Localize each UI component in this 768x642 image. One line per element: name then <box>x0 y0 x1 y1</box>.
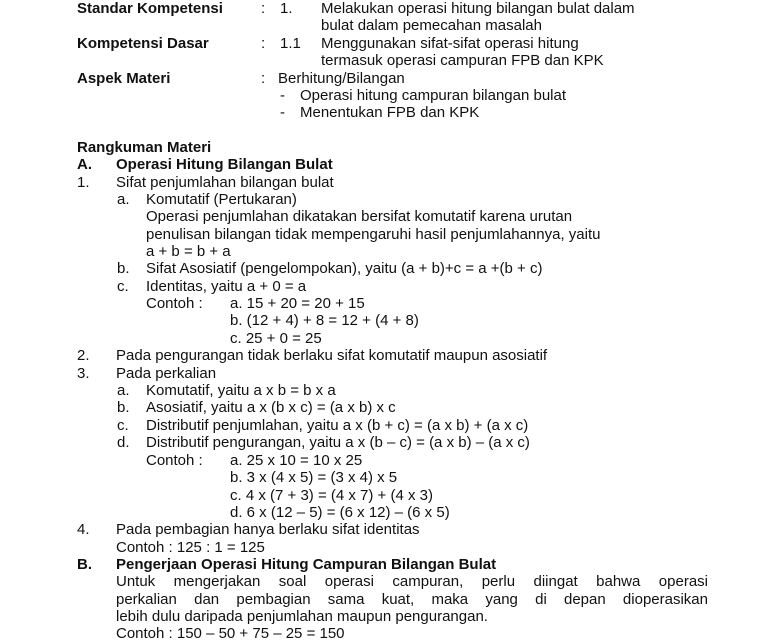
summary-title: Rangkuman Materi <box>77 139 212 156</box>
kd-text-line1: Menggunakan sifat-sifat operasi hitung <box>321 35 579 52</box>
aspek-item: Operasi hitung campuran bilangan bulat <box>300 87 567 104</box>
example-2-label: Contoh : <box>146 452 203 469</box>
example-1-line: b. (12 + 4) + 8 = 12 + (4 + 8) <box>230 312 419 329</box>
aspek-dash: - <box>280 104 285 121</box>
example-1-line: c. 25 + 0 = 25 <box>230 330 322 347</box>
aspek-label: Aspek Materi <box>77 70 171 87</box>
item-4-number: 4. <box>77 521 90 538</box>
item-3-text: Pada perkalian <box>116 365 217 382</box>
section-b-paragraph-line4: Contoh : 150 – 50 + 75 – 25 = 150 <box>116 625 345 642</box>
mult-letter: a. <box>117 382 130 399</box>
mult-letter: b. <box>117 399 130 416</box>
standar-text-line2: bulat dalam pemecahan masalah <box>321 17 542 34</box>
aspek-separator: : <box>261 70 266 87</box>
sub-a-desc-line1: Operasi penjumlahan dikatakan bersifat komutatif karena urutan <box>146 208 573 225</box>
item-4-example: Contoh : 125 : 1 = 125 <box>116 539 265 556</box>
item-1-number: 1. <box>77 174 90 191</box>
kd-number: 1.1 <box>280 35 301 52</box>
standar-separator: : <box>261 0 266 17</box>
example-2-line: a. 25 x 10 = 10 x 25 <box>230 452 363 469</box>
mult-text: Distributif penjumlahan, yaitu a x (b + c) = (a x b) + (a x c) <box>146 417 529 434</box>
item-4-text: Pada pembagian hanya berlaku sifat identitas <box>116 521 420 538</box>
sub-a-desc-line3: a + b = b + a <box>146 243 231 260</box>
section-b-paragraph-line1: Untuk mengerjakan soal operasi campuran, perlu diingat bahwa operasi <box>116 573 708 590</box>
mult-letter: c. <box>117 417 129 434</box>
section-b-paragraph-line2: perkalian dan pembagian sama kuat, maka yang di depan dioperasikan <box>116 591 708 608</box>
item-2-text: Pada pengurangan tidak berlaku sifat komutatif maupun asosiatif <box>116 347 548 364</box>
example-1-line: a. 15 + 20 = 20 + 15 <box>230 295 365 312</box>
example-2-line: d. 6 x (12 – 5) = (6 x 12) – (6 x 5) <box>230 504 450 521</box>
kd-text-line2: termasuk operasi campuran FPB dan KPK <box>321 52 604 69</box>
section-b-letter: B. <box>77 556 92 573</box>
kd-label: Kompetensi Dasar <box>77 35 209 52</box>
sub-a-desc-line2: penulisan bilangan tidak mempengaruhi hasil penjumlahannya, yaitu <box>146 226 601 243</box>
section-b-title: Pengerjaan Operasi Hitung Campuran Bilangan Bulat <box>116 556 497 573</box>
sub-c-text: Identitas, yaitu a + 0 = a <box>146 278 307 295</box>
item-2-number: 2. <box>77 347 90 364</box>
mult-letter: d. <box>117 434 130 451</box>
sub-b-text: Sifat Asosiatif (pengelompokan), yaitu (a + b)+c = a +(b + c) <box>146 260 543 277</box>
aspek-item: Menentukan FPB dan KPK <box>300 104 480 121</box>
standar-label: Standar Kompetensi <box>77 0 223 17</box>
mult-text: Komutatif, yaitu a x b = b x a <box>146 382 336 399</box>
item-3-number: 3. <box>77 365 90 382</box>
example-2-line: c. 4 x (7 + 3) = (4 x 7) + (4 x 3) <box>230 487 433 504</box>
example-2-line: b. 3 x (4 x 5) = (3 x 4) x 5 <box>230 469 398 486</box>
sub-b-letter: b. <box>117 260 130 277</box>
mult-text: Asosiatif, yaitu a x (b x c) = (a x b) x c <box>146 399 396 416</box>
aspek-dash: - <box>280 87 285 104</box>
item-1-text: Sifat penjumlahan bilangan bulat <box>116 174 334 191</box>
sub-a-letter: a. <box>117 191 130 208</box>
mult-text: Distributif pengurangan, yaitu a x (b – c) = (a x b) – (a x c) <box>146 434 530 451</box>
section-b-paragraph-line3: lebih dulu daripada penjumlahan maupun pengurangan. <box>116 608 488 625</box>
sub-c-letter: c. <box>117 278 129 295</box>
aspek-value: Berhitung/Bilangan <box>278 70 405 87</box>
section-a-title: Operasi Hitung Bilangan Bulat <box>116 156 333 173</box>
standar-text-line1: Melakukan operasi hitung bilangan bulat dalam <box>321 0 635 17</box>
standar-number: 1. <box>280 0 293 17</box>
sub-a-title: Komutatif (Pertukaran) <box>146 191 297 208</box>
example-1-label: Contoh : <box>146 295 203 312</box>
kd-separator: : <box>261 35 266 52</box>
section-a-letter: A. <box>77 156 92 173</box>
